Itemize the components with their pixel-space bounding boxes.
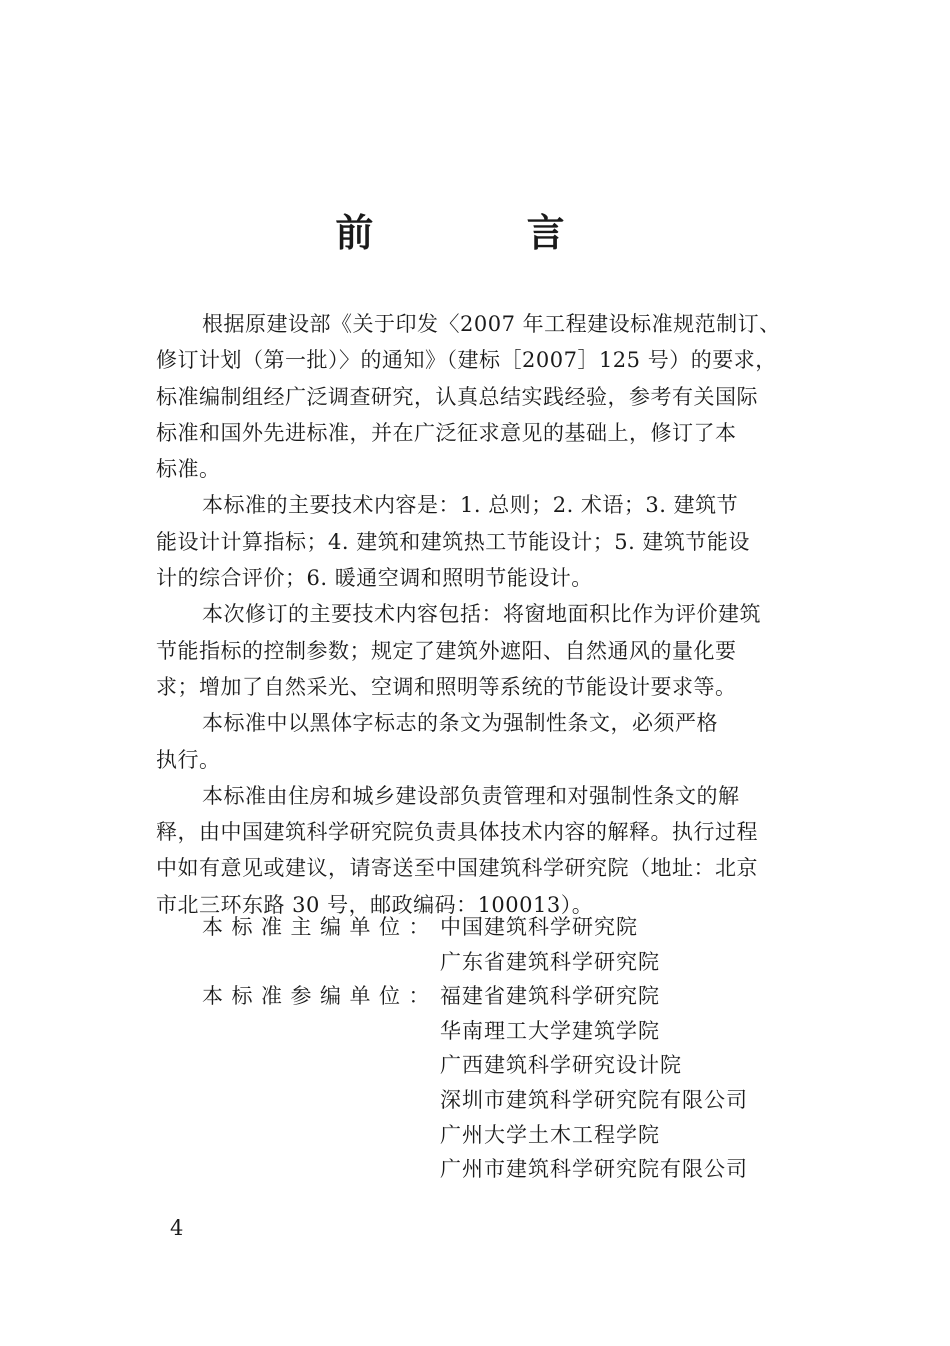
text-line: 释，由中国建筑科学研究院负责具体技术内容的解释。执行过程 [156, 820, 758, 845]
paragraph-mandatory [156, 705, 820, 778]
text-line: 中如有意见或建议，请寄送至中国建筑科学研究院（地址：北京 [156, 856, 758, 881]
text-line: 执行。 [156, 747, 221, 772]
paragraph-main-content [156, 487, 820, 596]
unit-name: 福建省建筑科学研究院 [440, 984, 660, 1009]
chief-editor-units [202, 910, 748, 979]
unit-name: 广州大学土木工程学院 [440, 1122, 660, 1147]
unit-name: 广西建筑科学研究设计院 [440, 1053, 682, 1078]
text-line: 修订计划（第一批）〉的通知》（建标［2007］125 号）的要求， [156, 348, 777, 373]
text-line: 求；增加了自然采光、空调和照明等系统的节能设计要求等。 [156, 674, 737, 699]
editing-units [202, 910, 748, 1187]
chief-editor-list [440, 910, 660, 979]
preface-body [156, 306, 820, 923]
text-line: 本次修订的主要技术内容包括：将窗地面积比作为评价建筑 [202, 602, 761, 627]
unit-name: 华南理工大学建筑学院 [440, 1018, 660, 1043]
unit-name: 广州市建筑科学研究院有限公司 [440, 1157, 748, 1182]
page-number: 4 [170, 1216, 184, 1240]
paragraph-management [156, 778, 820, 923]
text-line: 市北三环东路 30 号，邮政编码：100013）。 [156, 892, 594, 917]
text-line: 本标准由住房和城乡建设部负责管理和对强制性条文的解 [202, 783, 740, 808]
text-line: 能设计计算指标；4. 建筑和建筑热工节能设计；5. 建筑节能设 [156, 529, 750, 554]
text-line: 根据原建设部《关于印发〈2007 年工程建设标准规范制订、 [202, 312, 781, 336]
participating-label: 本标准参编单位： [202, 984, 438, 1009]
unit-name: 中国建筑科学研究院 [440, 915, 638, 939]
text-line: 标准编制组经广泛调查研究，认真总结实践经验，参考有关国际 [156, 384, 758, 409]
paragraph-basis [156, 306, 820, 487]
paragraph-revision [156, 596, 820, 705]
participating-list [440, 979, 748, 1187]
text-line: 标准和国外先进标准，并在广泛征求意见的基础上，修订了本 [156, 420, 737, 445]
participating-units [202, 979, 748, 1187]
unit-name: 广东省建筑科学研究院 [440, 949, 660, 974]
chief-editor-label: 本标准主编单位： [202, 915, 438, 939]
text-line: 计的综合评价；6. 暖通空调和照明节能设计。 [156, 566, 593, 591]
unit-name: 深圳市建筑科学研究院有限公司 [440, 1087, 748, 1112]
text-line: 本标准的主要技术内容是：1. 总则；2. 术语；3. 建筑节 [202, 493, 739, 518]
page-title: 前 言 [335, 210, 635, 255]
text-line: 节能指标的控制参数；规定了建筑外遮阳、自然通风的量化要 [156, 638, 737, 663]
text-line: 本标准中以黑体字标志的条文为强制性条文，必须严格 [202, 711, 718, 736]
text-line: 标准。 [156, 457, 221, 482]
